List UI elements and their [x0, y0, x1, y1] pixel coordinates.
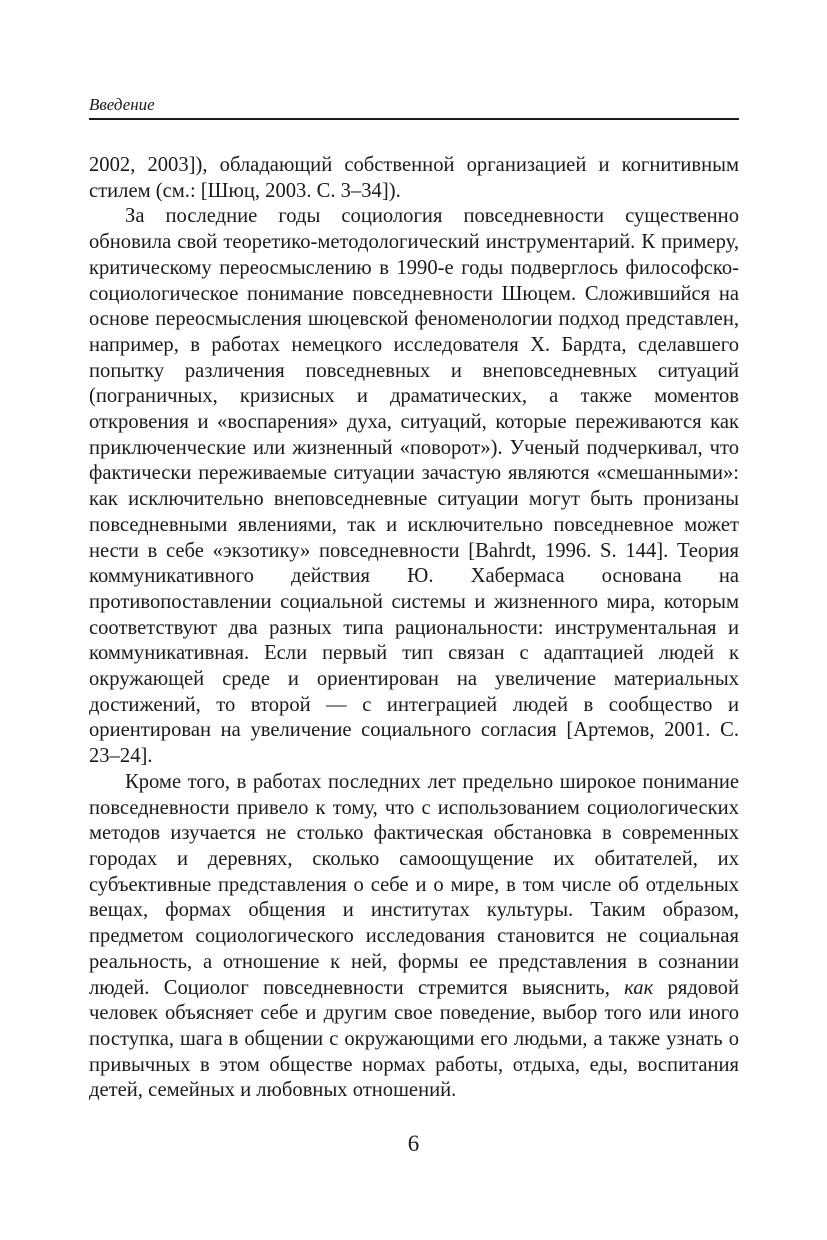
paragraph-3-part-1: Кроме того, в работах последних лет предельно широкое понимание повседневности привело к тому, что с использованием социологических методов изучается не столько фактическая обстановка в современных городах и деревнях, сколько самоощущение их обитателей, их субъективные представления о себе и о мире, в том числе об отдельных вещах, формах общения и институтах культуры. Таким образом, предметом социологического исследования становится не социальная реальность, а отношение к ней, формы ее представления в сознании людей. Социолог повседневности стремится выяснить,	[89, 770, 739, 999]
running-head: Введение	[89, 95, 155, 114]
paragraph-3	[89, 770, 739, 1104]
page-number: 6	[407, 1131, 420, 1156]
paragraph-2: За последние годы социология повседневности существенно обновила свой теоретико-методологический инструментарий. К примеру, критическому переосмыслению в 1990-е годы подверглось философско-социологическое понимание повседневности Шюцем. Сложившийся на основе переосмысления шюцевской феноменологии подход представлен, например, в работах немецкого исследователя Х. Бардта, сделавшего попытку различения повседневных и внеповседневных ситуаций (пограничных, кризисных и драматических, а также моментов откровения и «воспарения» духа, ситуаций, которые переживаются как приключенческие или жизненный «поворот»). Ученый подчеркивал, что фактически переживаемые ситуации зачастую являются «смешанными»: как исключительно внеповседневные ситуации могут быть пронизаны повседневными явлениями, так и исключительно повседневное может нести в себе «экзотику» повседневности [Bahrdt, 1996. S. 144]. Теория коммуникативного действия Ю. Хабермаса основана на противопоставлении социальной системы и жизненного мира, которым соответствуют два разных типа рациональности: инструментальная и коммуникативная. Если первый тип связан с адаптацией людей к окружающей среде и ориентирован на увеличение материальных достижений, то второй — с интеграцией людей в сообщество и ориентирован на увеличение социального согласия [Артемов, 2001. С. 23–24].	[89, 205, 739, 768]
paragraph-3-emphasis: как	[624, 976, 654, 999]
paragraph-continued: 2002, 2003]), обладающий собственной организацией и когнитивным стилем (см.: [Шюц, 2003. С. 3–34]).	[89, 154, 739, 202]
header-rule	[89, 118, 739, 120]
paragraph-3-part-2: рядовой человек объясняет себе и другим свое поведение, выбор того или иного поступка, шага в общении с окружающими его людьми, а также узнать о привычных в этом обществе нормах работы, отдыха, еды, воспитания детей, семейных и любовных отношений.	[89, 976, 739, 1102]
body-text	[89, 153, 739, 1104]
